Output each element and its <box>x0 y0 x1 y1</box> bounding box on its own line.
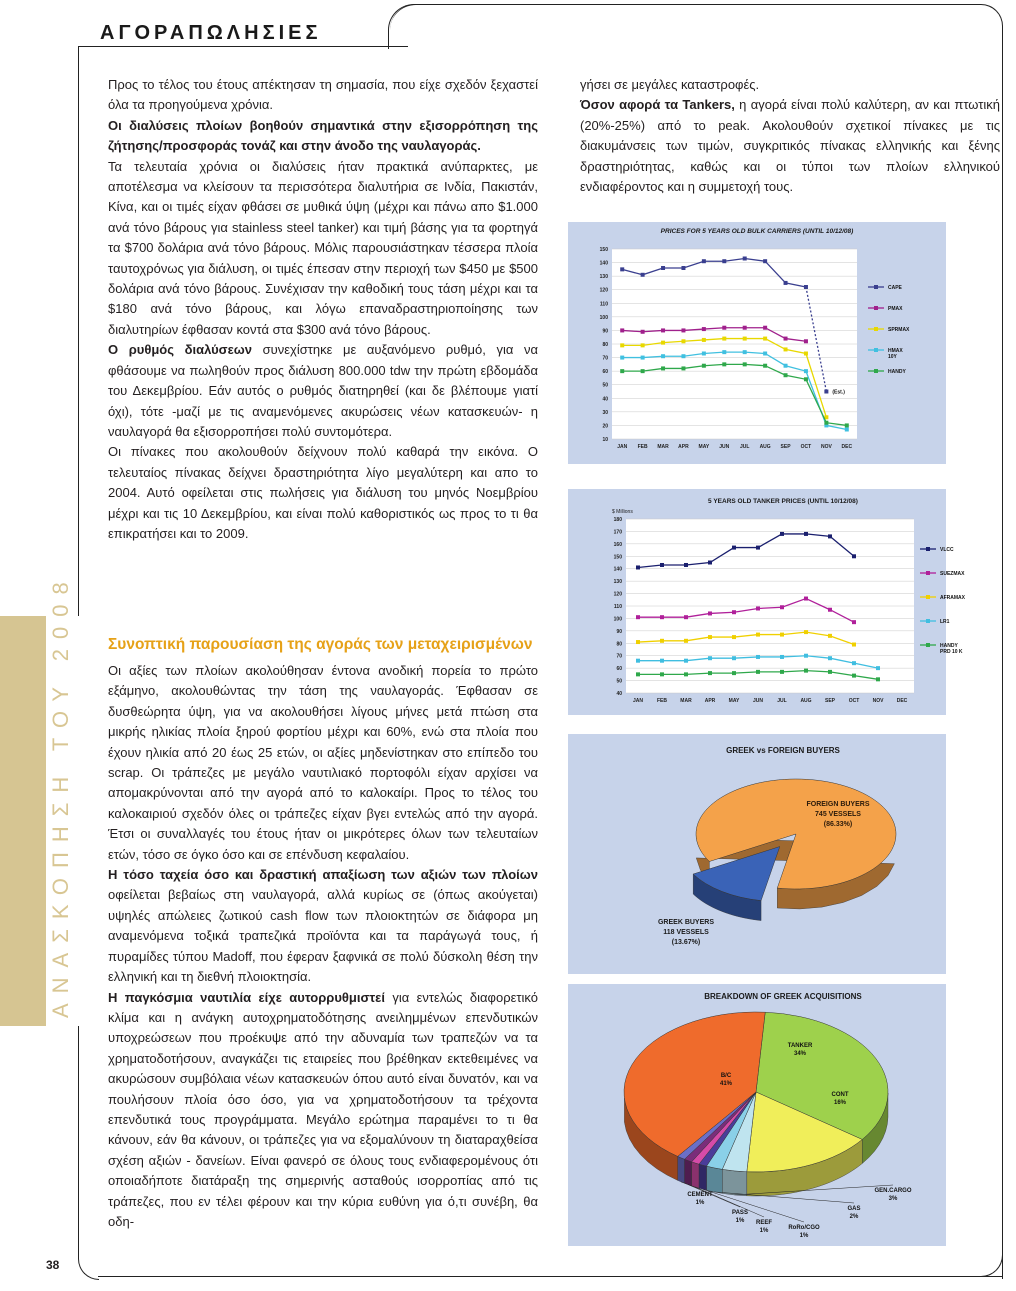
x-tick-label: JAN <box>617 444 628 450</box>
data-point <box>828 634 832 638</box>
legend-marker <box>874 369 878 373</box>
x-tick-label: FEB <box>637 444 648 450</box>
x-tick-label: JUN <box>719 444 730 450</box>
slice-percent: (86.33%) <box>823 821 853 828</box>
legend-marker <box>874 306 878 310</box>
left-column-2 <box>108 661 538 1232</box>
slice-label: B/C <box>720 1073 732 1079</box>
paragraph: Η τόσο ταχεία όσο και δραστική απαξίωση των αξιών των πλοίων οφείλεται βεβαίως στη ναυλαγορά, αλλά κυρίως σε (όπως ακούγεται) υψηλές απώλειες ζωτικού cash flow των πλοιοκτητών σε διάφορα μη αναμενόμενα τοξικά τραπεζικά προϊόντα και τα παράγωγά τους, ή πυραμίδες τύπου Madoff, που έφεραν ξαφνικά σε πολύ δύσκολη θέση την ελληνική και τη διεθνή πλοιοκτησία. <box>108 867 538 985</box>
x-tick-label: FEB <box>657 698 667 704</box>
paragraph: Η παγκόσμια ναυτιλία είχε αυτορρυθμιστεί για εντελώς διαφορετικό κλίμα και η ανάγκη αυτοχρηματοδότησης ανειλημμένων επενδυτικών υποχρεώσεων που προέκυψε από την αδυναμία των τραπεζών να τα χρηματοδοτήσουν, αναγκάζει τις εταιρείες που βρέθηκαν εκτεθειμένες να ακυρώσουν συμβόλαια νέων κατασκευών όπου αυτό είναι δυνατόν, και να πουλήσουν πλοία όσο όσο, για να χρηματοδοτήσουν τα τρέχοντα επενδυτικά τους προγράμματα. Μεγάλο ερώτημα παραμένει το τι θα κάνουν, εάν θα κάνουν, οι τράπεζες για να εξομαλύνουν τη διαταραχθείσα σχέση αξιών - δανείων. Είναι φανερό σε όλους τους ενδιαφερομένους ότι οποιαδήποτε διατάραξη της σημερινής ασταθούς ισορροπίας από τις τράπεζες, που εν τέλει φέρουν και την κύρια ευθύνη για ό,τι συνέβη, θα οδη- <box>108 989 538 1229</box>
data-point <box>722 326 726 330</box>
y-tick-label: 110 <box>613 604 622 610</box>
data-point <box>641 343 645 347</box>
paragraph: Προς το τέλος του έτους απέκτησαν τη σημασία, που είχε σχεδόν ξεχαστεί όλα τα προηγούμενα χρόνια. <box>108 77 538 113</box>
data-point <box>763 337 767 341</box>
legend-marker <box>926 571 930 575</box>
slice-detail: 118 VESSELS <box>663 929 709 936</box>
data-point <box>702 327 706 331</box>
data-point <box>732 610 736 614</box>
y-tick-label: 160 <box>613 541 622 548</box>
legend-marker <box>874 348 878 352</box>
y-tick-label: 90 <box>602 328 608 335</box>
data-point <box>722 337 726 341</box>
data-point <box>824 421 828 425</box>
slice-percent: 1% <box>735 1218 745 1224</box>
x-tick-label: OCT <box>800 444 812 450</box>
data-point <box>845 428 849 432</box>
data-point <box>702 259 706 263</box>
data-point <box>743 337 747 341</box>
data-point <box>743 326 747 330</box>
pie-slice-side <box>707 1166 723 1193</box>
data-point <box>702 364 706 368</box>
x-tick-label: MAR <box>657 444 669 450</box>
x-tick-label: JUL <box>777 698 787 704</box>
page-frame-bottom <box>98 1276 1002 1277</box>
slice-label: PASS <box>732 1210 748 1216</box>
data-point <box>684 672 688 676</box>
data-point <box>852 643 856 647</box>
data-point <box>763 352 767 356</box>
data-point <box>636 640 640 644</box>
legend-label: VLCC <box>940 547 954 553</box>
legend-label: HANDY <box>888 369 906 375</box>
data-point <box>804 654 808 658</box>
data-point <box>661 266 665 270</box>
paragraph: γήσει σε μεγάλες καταστροφές. <box>580 77 760 92</box>
x-tick-label: MAR <box>680 698 692 704</box>
estimate-point <box>824 390 828 394</box>
data-point <box>804 352 808 356</box>
estimate-label: (Est.) <box>832 389 845 396</box>
legend-marker <box>926 643 930 647</box>
legend-label: HANDY <box>940 643 958 649</box>
y-tick-label: 60 <box>616 666 622 673</box>
chart-tankers <box>568 489 965 715</box>
data-point <box>804 369 808 373</box>
legend-label: SUEZMAX <box>940 571 965 577</box>
data-point <box>763 364 767 368</box>
slice-percent: (13.67%) <box>671 939 701 946</box>
slice-label: CONT <box>831 1092 849 1098</box>
x-tick-label: NOV <box>820 444 832 450</box>
pie-slice-side <box>699 1164 707 1190</box>
y-tick-label: 80 <box>602 342 608 348</box>
slice-percent: 41% <box>719 1081 733 1087</box>
y-tick-label: 60 <box>602 369 608 376</box>
data-point <box>756 655 760 659</box>
paragraph: Ο ρυθμός διαλύσεων συνεχίστηκε με αυξανόμενο ρυθμό, για να φθάσουμε να πωληθούν προς διάλυση 800.000 tdw την πρώτη εβδομάδα του Δεκεμβρίου. Εάν αυτός ο ρυθμός διατηρηθεί (και δε βλέπουμε γιατί όχι), τότε -μαζί με τις αναμενόμενες ακυρώσεις νέων κατασκευών- η ναυλαγορά θα εξισορροπήσει πολύ συντομότερα. <box>108 342 538 439</box>
y-axis-label: $ Millions <box>612 509 633 515</box>
legend-label: CAPE <box>888 285 902 291</box>
data-point <box>845 423 849 427</box>
y-tick-label: 50 <box>602 382 608 389</box>
data-point <box>681 366 685 370</box>
y-tick-label: 170 <box>613 529 622 536</box>
data-point <box>852 554 856 558</box>
data-point <box>780 655 784 659</box>
data-point <box>784 364 788 368</box>
paragraph: Οι διαλύσεις πλοίων βοηθούν σημαντικά στην εξισορρόπηση της ζήτησης/προσφοράς τονάζ και στην άνοδο της ναυλαγοράς. <box>108 117 538 154</box>
data-point <box>620 343 624 347</box>
legend-label: PRD 10 K <box>940 649 963 655</box>
slice-percent: 1% <box>759 1228 769 1234</box>
legend-marker <box>926 619 930 623</box>
data-point <box>780 633 784 637</box>
chart-greek-acquisitions <box>568 984 946 1246</box>
legend-label: AFRAMAX <box>940 595 965 601</box>
slice-detail: 745 VESSELS <box>815 811 861 818</box>
y-tick-label: 50 <box>616 678 622 685</box>
y-tick-label: 140 <box>599 260 608 267</box>
chart-title: 5 YEARS OLD TANKER PRICES (UNTIL 10/12/08) <box>708 498 858 505</box>
slice-label: FOREIGN BUYERS <box>806 801 870 808</box>
data-point <box>661 328 665 332</box>
data-point <box>722 362 726 366</box>
section-title: ΑΓΟΡΑΠΩΛΗΣΙΕΣ <box>100 22 322 44</box>
data-point <box>743 362 747 366</box>
data-point <box>804 597 808 601</box>
data-point <box>661 354 665 358</box>
paragraph: Οι πίνακες που ακολουθούν δείχνουν πολύ καθαρά την εικόνα. Ο τελευταίος πίνακας δείχνει δραστηριότητα λίγο μεγαλύτερη και απο το 2004. Αυτό οφείλεται στις πωλήσεις για διάλυση του μηνός Νοεμβρίου μέχρι και τις 10 Δεκεμβρίου, και είναι πολύ καθοριστικός ως προς το τι θα επικρατήσει και το 2009. <box>108 444 538 541</box>
pie-slice-side <box>692 1162 699 1188</box>
slice-label: RoRo/CGO <box>788 1225 820 1231</box>
data-point <box>804 377 808 381</box>
data-point <box>756 670 760 674</box>
legend-label: HMAX <box>888 348 903 354</box>
data-point <box>876 666 880 670</box>
y-tick-label: 90 <box>616 628 622 635</box>
paragraph: Τα τελευταία χρόνια οι διαλύσεις ήταν πρακτικά ανύπαρκτες, με αποτέλεσμα να κλείσουν τα περισσότερα διαλυτήρια σε Ινδία, Πακιστάν, Κίνα, και οι τιμές είχαν φθάσει σε μυθικά ύψη (μέχρι και πάνω απο $1.000 ανά τόνο βάρους για stainless steel tanker) και τιμή βάσης για τα φορτηγά τα $700 δολάρια ανά τόνο βάρους. Μόλις παρουσιάστηκαν τέσσερα πλοία ταυτοχρόνως για διάλυση, οι τιμές έπεσαν στην περιοχή των $450 με $500 δολάρια ανά τόνο βάρους. Συνέχισαν την καθοδική τους τάση μέχρι και τα $180 ανά τόνο βάρους, και λόγω επαναδραστηριοποίησης των διαλυτηρίων έφθασαν κοντά στα $300 ανά τόνο βάρους. <box>108 158 538 337</box>
x-tick-label: MAY <box>698 444 710 450</box>
pie-slice-side <box>684 1159 691 1186</box>
x-tick-label: DEC <box>841 444 853 450</box>
data-point <box>804 339 808 343</box>
legend-marker <box>874 285 878 289</box>
slice-percent: 1% <box>799 1233 809 1239</box>
y-tick-label: 20 <box>602 423 608 430</box>
data-point <box>756 633 760 637</box>
data-point <box>684 639 688 643</box>
data-point <box>756 606 760 610</box>
x-tick-label: JAN <box>632 698 644 704</box>
chart-title: BREAKDOWN OF GREEK ACQUISITIONS <box>704 992 862 1001</box>
y-tick-label: 130 <box>613 579 622 586</box>
data-point <box>852 674 856 678</box>
data-point <box>681 354 685 358</box>
data-point <box>636 565 640 569</box>
side-title: ΑΝΑΣΚΟΠΗΣΗ ΤΟΥ 2008 <box>48 572 73 1018</box>
data-point <box>641 356 645 360</box>
data-point <box>708 635 712 639</box>
x-tick-label: SEP <box>780 444 791 450</box>
legend-label: 10Y <box>888 354 897 360</box>
data-point <box>620 369 624 373</box>
legend-marker <box>926 595 930 599</box>
legend-label: LR1 <box>940 619 950 625</box>
legend-marker <box>926 547 930 551</box>
data-point <box>681 339 685 343</box>
data-point <box>702 338 706 342</box>
y-tick-label: 150 <box>613 554 622 561</box>
data-point <box>804 630 808 634</box>
x-tick-label: MAY <box>728 698 740 704</box>
data-point <box>641 273 645 277</box>
data-point <box>743 350 747 354</box>
y-tick-label: 40 <box>616 691 622 697</box>
data-point <box>763 326 767 330</box>
data-point <box>636 672 640 676</box>
slice-percent: 34% <box>793 1051 807 1057</box>
chart-title: PRICES FOR 5 YEARS OLD BULK CARRIERS (UNTIL 10/12/08) <box>660 228 854 235</box>
data-point <box>636 615 640 619</box>
data-point <box>876 677 880 681</box>
page-frame-top <box>78 46 408 47</box>
data-point <box>852 661 856 665</box>
legend-label: PMAX <box>888 306 903 312</box>
y-tick-label: 70 <box>616 653 622 660</box>
legend-label: SPRMAX <box>888 327 910 333</box>
y-tick-label: 140 <box>613 566 622 573</box>
x-tick-label: AUG <box>800 698 812 704</box>
pie-slice-side <box>722 1169 747 1195</box>
x-tick-label: NOV <box>872 698 884 704</box>
data-point <box>784 337 788 341</box>
data-point <box>660 659 664 663</box>
data-point <box>702 352 706 356</box>
x-tick-label: OCT <box>848 698 860 704</box>
right-column <box>580 75 1000 197</box>
y-tick-label: 80 <box>616 641 622 648</box>
data-point <box>708 671 712 675</box>
data-point <box>780 605 784 609</box>
data-point <box>681 266 685 270</box>
data-point <box>780 532 784 536</box>
data-point <box>743 257 747 261</box>
data-point <box>708 611 712 615</box>
data-point <box>804 669 808 673</box>
subheading: Συνοπτική παρουσίαση της αγοράς των μεταχειρισμένων <box>108 636 533 653</box>
y-tick-label: 70 <box>602 355 608 362</box>
side-band <box>0 572 88 1026</box>
x-tick-label: JUN <box>752 698 764 704</box>
data-point <box>684 563 688 567</box>
data-point <box>828 608 832 612</box>
data-point <box>620 328 624 332</box>
data-point <box>681 328 685 332</box>
chart-bulk-carriers <box>568 222 946 464</box>
data-point <box>804 532 808 536</box>
data-point <box>684 659 688 663</box>
data-point <box>641 369 645 373</box>
data-point <box>620 356 624 360</box>
x-tick-label: APR <box>704 698 716 704</box>
y-tick-label: 100 <box>613 616 622 623</box>
slice-label: REEF <box>755 1220 773 1226</box>
chart-greek-vs-foreign <box>568 734 946 974</box>
data-point <box>636 659 640 663</box>
data-point <box>784 347 788 351</box>
data-point <box>661 366 665 370</box>
data-point <box>708 656 712 660</box>
y-tick-label: 180 <box>613 517 622 523</box>
data-point <box>722 350 726 354</box>
data-point <box>852 620 856 624</box>
y-tick-label: 130 <box>599 274 608 281</box>
y-tick-label: 110 <box>599 301 608 308</box>
chart-title: GREEK vs FOREIGN BUYERS <box>726 746 840 755</box>
slice-percent: 2% <box>849 1214 859 1220</box>
left-column <box>108 75 538 544</box>
data-point <box>763 259 767 263</box>
x-tick-label: SEP <box>824 698 836 704</box>
pie-slice-side <box>678 1156 685 1183</box>
data-point <box>756 546 760 550</box>
data-point <box>661 341 665 345</box>
slice-label: CEMENT <box>687 1192 713 1198</box>
slice-label: GEN.CARGO <box>874 1188 912 1194</box>
y-tick-label: 120 <box>613 591 622 598</box>
page-number: 38 <box>46 1258 60 1272</box>
data-point <box>828 670 832 674</box>
y-tick-label: 120 <box>599 287 608 294</box>
data-point <box>828 534 832 538</box>
data-point <box>641 330 645 334</box>
data-point <box>828 656 832 660</box>
data-point <box>732 635 736 639</box>
x-tick-label: APR <box>678 444 689 450</box>
data-point <box>660 615 664 619</box>
legend-marker <box>874 327 878 331</box>
y-tick-label: 100 <box>599 314 608 321</box>
data-point <box>722 259 726 263</box>
x-tick-label: AUG <box>759 444 771 450</box>
y-tick-label: 40 <box>602 396 608 403</box>
data-point <box>660 672 664 676</box>
data-point <box>660 563 664 567</box>
slice-percent: 3% <box>888 1196 898 1202</box>
data-point <box>784 281 788 285</box>
slice-label: GAS <box>847 1206 861 1212</box>
data-point <box>732 656 736 660</box>
data-point <box>708 561 712 565</box>
data-point <box>780 670 784 674</box>
paragraph: Όσον αφορά τα Tankers, η αγορά είναι πολύ καλύτερη, αν και πτωτική (20%-25%) από το peak. Ακολουθούν σχετικοί πίνακες με τις διακυμάνσεις των τιμών, συγκριτικός πίνακας ελληνικής και ξένης δραστηριότητας, καθώς και οι τύποι των πλοίων ελληνικού ενδιαφέροντος και η συμμετοχή τους. <box>580 97 1000 195</box>
x-tick-label: DEC <box>896 698 908 704</box>
paragraph: Οι αξίες των πλοίων ακολούθησαν έντονα ανοδική πορεία το πρώτο εξάμηνο, ακολουθώντας την τάση της ναυλαγοράς. Έφθασαν σε δυσθεώρητα ύψη, για να ακολουθήσει λίγους μήνες μετά πτώση στα μικρής ηλικίας πλοία ξηρού φορτίου μέχρι και 60%, ενώ στα πλοία που έχουν ηλικία από 20 έως 25 ετών, οι αξίες μηδενίστηκαν στο επίπεδο του scrap. Οι τράπεζες με μεγάλο ναυτιλιακό πορτοφόλι είχαν αρχίσει να απομακρύνονται από την αγορά από το καλοκαίρι. Προς το τέλος του καλοκαιριού σχεδόν όλες οι τράπεζες είχαν βγει εντελώς από την αγορά. Έτσι οι συναλλαγές του έτους ήταν οι μικρότερες όλων των τελευταίων ετών, τόσο σε όγκο όσο και σε επένδυση κεφαλαίου. <box>108 663 538 862</box>
slice-percent: 1% <box>695 1200 705 1206</box>
y-tick-label: 150 <box>599 247 608 253</box>
data-point <box>684 615 688 619</box>
y-tick-label: 30 <box>602 409 608 416</box>
slice-percent: 16% <box>833 1100 847 1106</box>
slice-label: GREEK BUYERS <box>657 919 715 926</box>
data-point <box>660 639 664 643</box>
data-point <box>620 267 624 271</box>
slice-label: TANKER <box>787 1043 813 1049</box>
y-tick-label: 10 <box>602 437 608 443</box>
data-point <box>784 373 788 377</box>
data-point <box>732 546 736 550</box>
x-tick-label: JUL <box>739 444 750 450</box>
data-point <box>732 671 736 675</box>
